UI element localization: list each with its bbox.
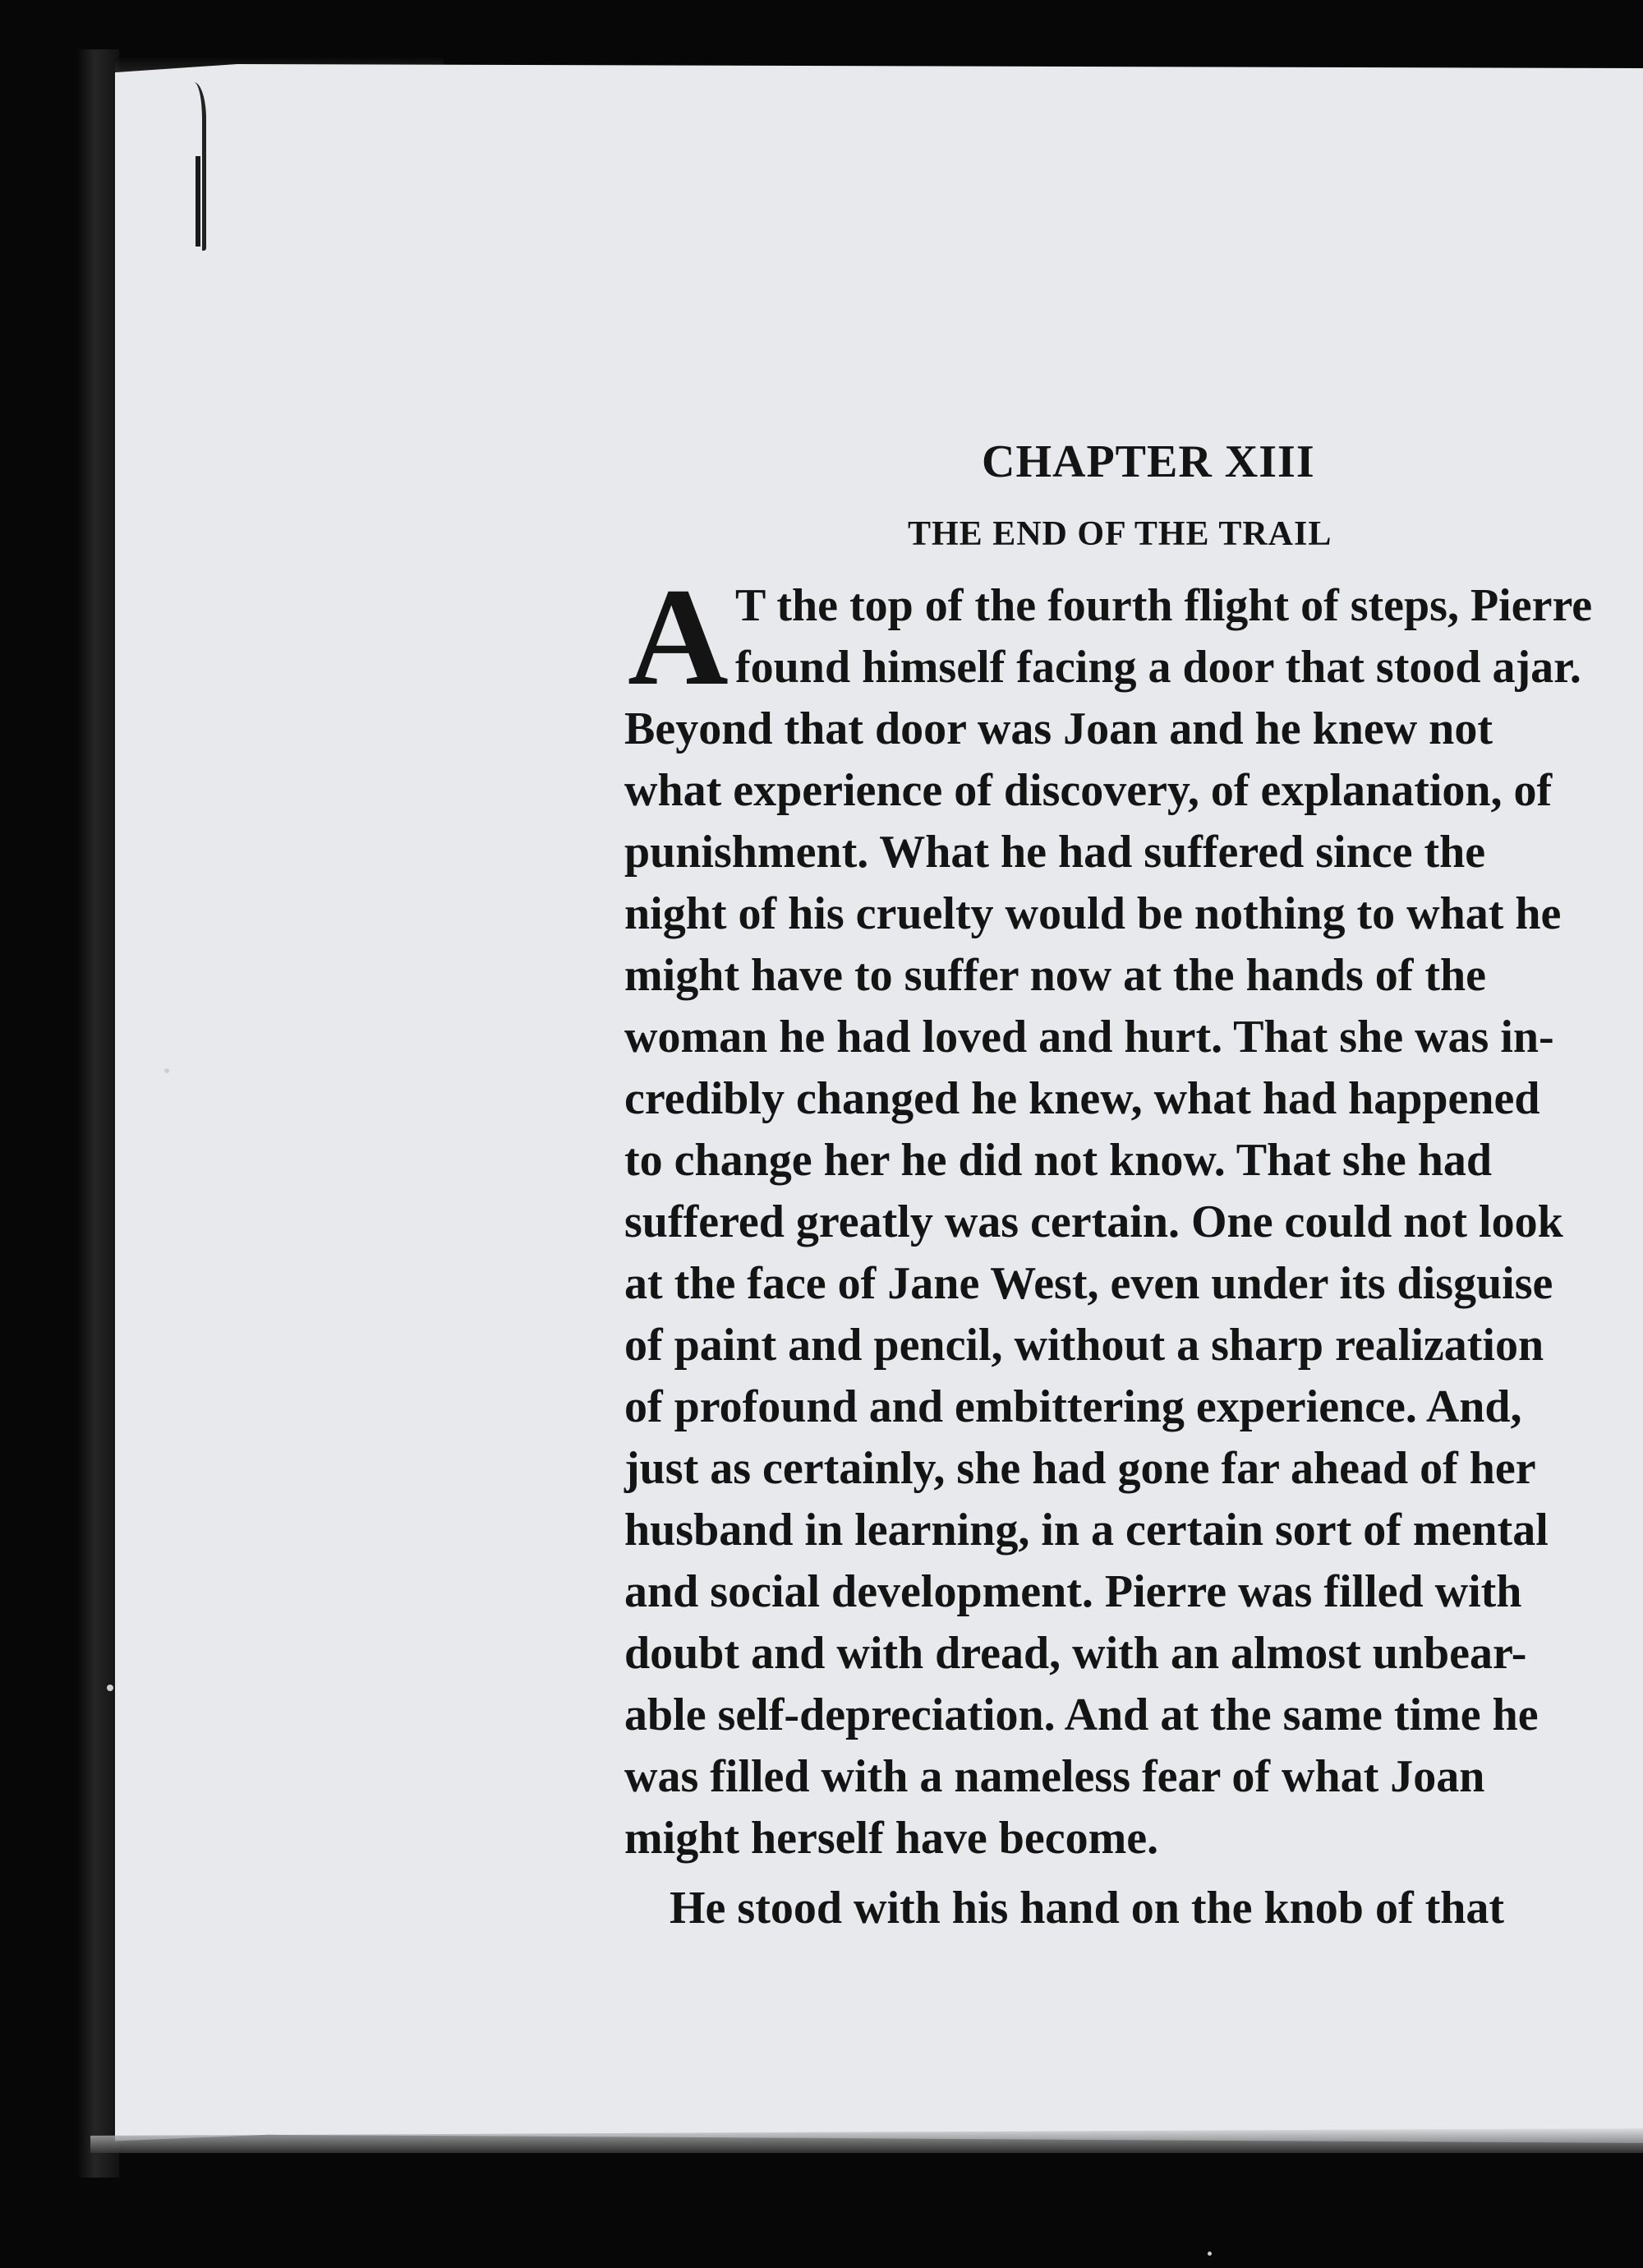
text-line: T the top of the fourth flight of steps, Pierre [735, 580, 1593, 631]
text-line: found himself facing a door that stood ajar. [735, 642, 1581, 693]
text-line: of paint and pencil, without a sharp realization [624, 1320, 1544, 1371]
text-line: able self-depreciation. And at the same time he [624, 1689, 1539, 1740]
text-line: what experience of discovery, of explanation, of [624, 765, 1553, 816]
text-line: night of his cruelty would be nothing to what he [624, 888, 1562, 939]
text-line: doubt and with dread, with an almost unbear- [624, 1628, 1527, 1679]
dust-speck [164, 1068, 169, 1073]
dust-speck [107, 1685, 113, 1691]
text-line: might have to suffer now at the hands of the [624, 950, 1486, 1001]
chapter-number-text: CHAPTER XIII [982, 436, 1315, 487]
text-line: of profound and embittering experience. And, [624, 1381, 1522, 1432]
drop-cap: A [628, 560, 729, 714]
text-line: to change her he did not know. That she had [624, 1135, 1492, 1186]
text-line: woman he had loved and hurt. That she was in- [624, 1012, 1554, 1063]
text-line: Beyond that door was Joan and he knew not [624, 703, 1493, 754]
page-left-edge [78, 49, 119, 2178]
text-line: and social development. Pierre was filled with [624, 1566, 1522, 1617]
chapter-title: THE END OF THE TRAIL [908, 515, 1332, 553]
text-line: just as certainly, she had gone far ahead of her [624, 1443, 1536, 1494]
text-line: at the face of Jane West, even under its disguise [624, 1258, 1553, 1309]
margin-bracket-stroke [196, 156, 200, 247]
text-line: might herself have become. [624, 1813, 1159, 1864]
text-line: husband in learning, in a certain sort of mental [624, 1505, 1549, 1556]
text-line: He stood with his hand on the knob of that [670, 1883, 1505, 1934]
text-line: credibly changed he knew, what had happened [624, 1073, 1540, 1124]
text-line: punishment. What he had suffered since the [624, 827, 1486, 878]
text-line: was filled with a nameless fear of what Joan [624, 1751, 1485, 1802]
page-text-block [624, 0, 1643, 2268]
text-line: suffered greatly was certain. One could not look [624, 1196, 1563, 1247]
